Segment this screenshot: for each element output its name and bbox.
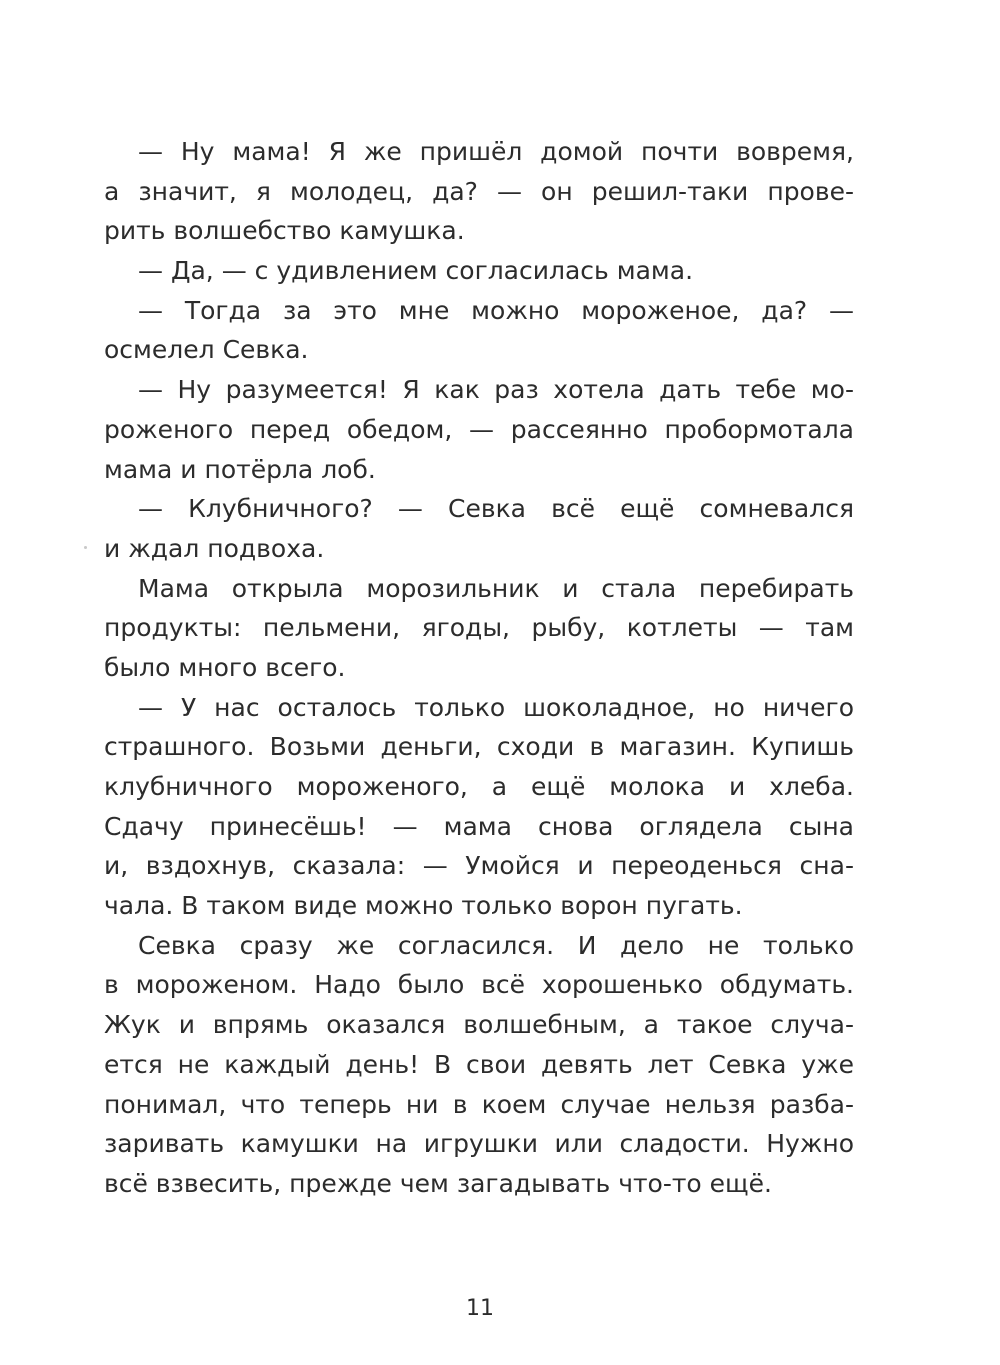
text-line: понимал, что теперь ни в коем случае нельзя разба- bbox=[104, 1089, 854, 1119]
text-line: — Ну мама! Я же пришёл домой почти вовремя, bbox=[138, 137, 854, 166]
text-line: Севка сразу же согласился. И дело не только bbox=[138, 930, 854, 960]
text-line: — У нас осталось только шоколадное, но ничего bbox=[138, 692, 854, 722]
text-line: всё взвесить, прежде чем загадывать что-то ещё. bbox=[104, 1168, 772, 1198]
scan-speck bbox=[84, 546, 87, 549]
text-line: мама и потёрла лоб. bbox=[104, 454, 376, 484]
text-line: страшного. Возьми деньги, сходи в магазин. Купишь bbox=[104, 732, 854, 762]
text-line: роженого перед обедом, — рассеянно пробормотала bbox=[104, 414, 854, 444]
text-line: — Клубничного? — Севка всё ещё сомневался bbox=[138, 494, 854, 524]
text-line: Жук и впрямь оказался волшебным, а такое случа- bbox=[104, 1010, 854, 1040]
text-line: — Тогда за это мне можно мороженое, да? — bbox=[138, 295, 854, 325]
text-line: было много всего. bbox=[104, 652, 346, 682]
text-line: чала. В таком виде можно только ворон пугать. bbox=[104, 891, 743, 921]
text-line: в мороженом. Надо было всё хорошенько обдумать. bbox=[104, 970, 854, 1000]
text-line: осмелел Севка. bbox=[104, 335, 309, 365]
text-line: клубничного мороженого, а ещё молока и хлеба. bbox=[104, 772, 854, 801]
text-line: Сдачу принесёшь! — мама снова оглядела сына bbox=[104, 811, 854, 841]
text-line: заривать камушки на игрушки или сладости. Нужно bbox=[104, 1129, 854, 1159]
text-line: и ждал подвоха. bbox=[104, 533, 325, 563]
text-line: — Ну разумеется! Я как раз хотела дать тебе мо- bbox=[138, 375, 854, 405]
text-line: и, вздохнув, сказала: — Умойся и переоденься сна- bbox=[104, 851, 854, 881]
body-text bbox=[104, 132, 854, 1204]
text-line: ется не каждый день! В свои девять лет Севка уже bbox=[104, 1049, 854, 1079]
text-line: Мама открыла морозильник и стала перебирать bbox=[138, 573, 854, 603]
text-line: рить волшебство камушка. bbox=[104, 216, 465, 246]
text-line: — Да, — с удивлением согласилась мама. bbox=[138, 256, 694, 286]
text-line: а значит, я молодец, да? — он решил-таки прове- bbox=[104, 176, 854, 206]
text-line: продукты: пельмени, ягоды, рыбу, котлеты — там bbox=[104, 613, 854, 643]
page-number: 11 bbox=[466, 1296, 494, 1321]
